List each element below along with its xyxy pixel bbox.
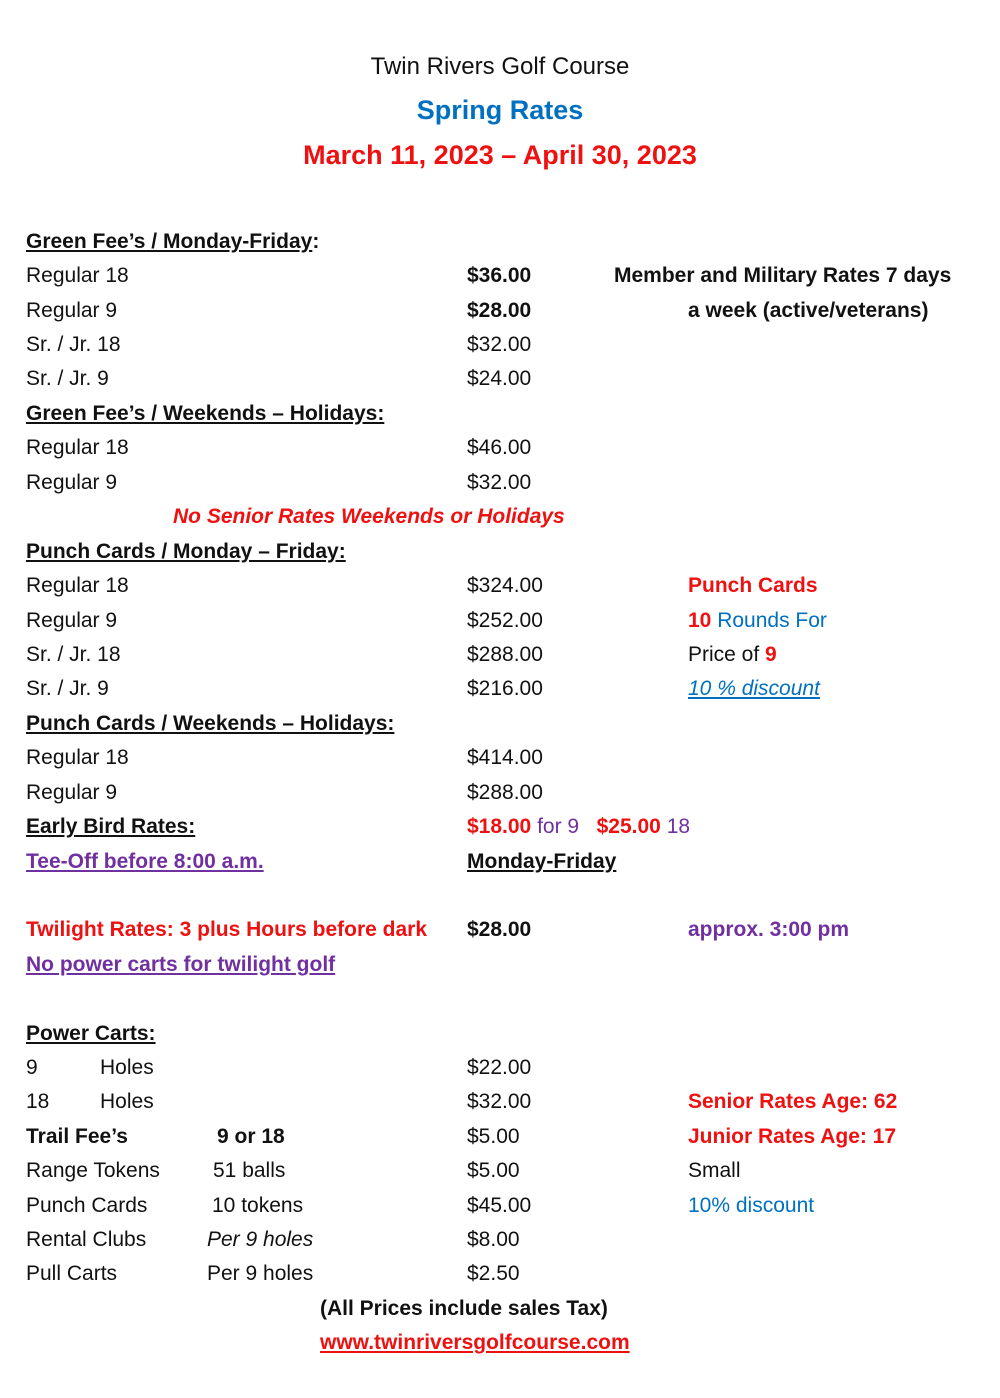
section-heading: Punch Cards / Weekends – Holidays:	[26, 712, 395, 735]
senior-age: Senior Rates Age: 62	[688, 1090, 898, 1113]
section-heading: Green Fee’s / Weekends – Holidays:	[26, 402, 385, 425]
twilight-price: $28.00	[467, 918, 532, 941]
cart-label: Holes	[100, 1056, 154, 1079]
rate-label: Regular 18	[26, 264, 129, 287]
cart-holes: 9	[26, 1056, 38, 1079]
punch-discount: 10 % discount	[688, 677, 820, 700]
rate-price: $32.00	[467, 333, 532, 356]
misc-label: Trail Fee’s	[26, 1125, 128, 1148]
rate-price: $22.00	[467, 1056, 532, 1079]
no-senior-note: No Senior Rates Weekends or Holidays	[173, 505, 565, 528]
rate-price: $28.00	[467, 299, 532, 322]
misc-label: Punch Cards	[26, 1194, 148, 1217]
rate-label: Regular 9	[26, 781, 118, 804]
rate-price: $36.00	[467, 264, 532, 287]
rate-price: $216.00	[467, 677, 543, 700]
rate-price: $252.00	[467, 609, 543, 632]
twilight-title: Twilight Rates: 3 plus Hours before dark	[26, 918, 428, 941]
rate-price: $8.00	[467, 1228, 520, 1251]
rate-label: Regular 9	[26, 471, 118, 494]
rate-price: $288.00	[467, 643, 543, 666]
cart-holes: 18	[26, 1090, 50, 1113]
rate-label: Regular 18	[26, 746, 129, 769]
course-name: Twin Rivers Golf Course	[370, 53, 630, 80]
rate-price: $32.00	[467, 1090, 532, 1113]
member-note: Member and Military Rates 7 days	[614, 264, 952, 287]
misc-detail: 51 balls	[213, 1159, 286, 1182]
junior-age: Junior Rates Age: 17	[688, 1125, 897, 1148]
misc-side: Small	[688, 1159, 741, 1182]
section-heading: Punch Cards / Monday – Friday:	[26, 540, 346, 563]
rate-label: Sr. / Jr. 9	[26, 677, 109, 700]
rate-label: Regular 9	[26, 609, 118, 632]
rate-price: $5.00	[467, 1159, 520, 1182]
rate-price: $24.00	[467, 367, 532, 390]
rate-price: $414.00	[467, 746, 543, 769]
rate-price: $45.00	[467, 1194, 532, 1217]
twilight-note: No power carts for twilight golf	[26, 953, 336, 976]
section-heading: Power Carts:	[26, 1022, 156, 1045]
website-link[interactable]: www.twinriversgolfcourse.com	[320, 1331, 630, 1354]
rate-price: $324.00	[467, 574, 543, 597]
punch-side-rounds: 10 Rounds For	[688, 609, 827, 632]
early-bird-days: Monday-Friday	[467, 850, 617, 873]
rate-price: $288.00	[467, 781, 543, 804]
rate-label: Regular 18	[26, 574, 129, 597]
rate-price: $5.00	[467, 1125, 520, 1148]
misc-detail: 9 or 18	[217, 1125, 285, 1148]
misc-label: Pull Carts	[26, 1262, 118, 1285]
misc-side: 10% discount	[688, 1194, 815, 1217]
rate-label: Regular 9	[26, 299, 118, 322]
misc-label: Range Tokens	[26, 1159, 160, 1182]
misc-detail: 10 tokens	[212, 1194, 304, 1217]
punch-side-title: Punch Cards	[688, 574, 818, 597]
tee-off-note: Tee-Off before 8:00 a.m.	[26, 850, 264, 873]
twilight-time: approx. 3:00 pm	[688, 918, 850, 941]
date-range: March 11, 2023 – April 30, 2023	[303, 140, 697, 170]
misc-label: Rental Clubs	[26, 1228, 147, 1251]
member-note: a week (active/veterans)	[688, 299, 929, 322]
punch-side-price: Price of 9	[688, 643, 777, 666]
rate-price: $2.50	[467, 1262, 520, 1285]
early-bird-prices: $18.00 for 9 $25.00 18	[467, 815, 691, 838]
rate-label: Sr. / Jr. 18	[26, 643, 121, 666]
rate-label: Regular 18	[26, 436, 129, 459]
misc-detail: Per 9 holes	[207, 1262, 314, 1285]
rate-price: $32.00	[467, 471, 532, 494]
section-heading: Early Bird Rates:	[26, 815, 196, 838]
section-heading: Green Fee’s / Monday-Friday:	[26, 230, 320, 253]
misc-detail: Per 9 holes	[207, 1228, 314, 1251]
rate-label: Sr. / Jr. 18	[26, 333, 121, 356]
season-title: Spring Rates	[416, 95, 584, 125]
rate-label: Sr. / Jr. 9	[26, 367, 109, 390]
tax-note: (All Prices include sales Tax)	[320, 1297, 608, 1320]
cart-label: Holes	[100, 1090, 154, 1113]
rate-price: $46.00	[467, 436, 532, 459]
